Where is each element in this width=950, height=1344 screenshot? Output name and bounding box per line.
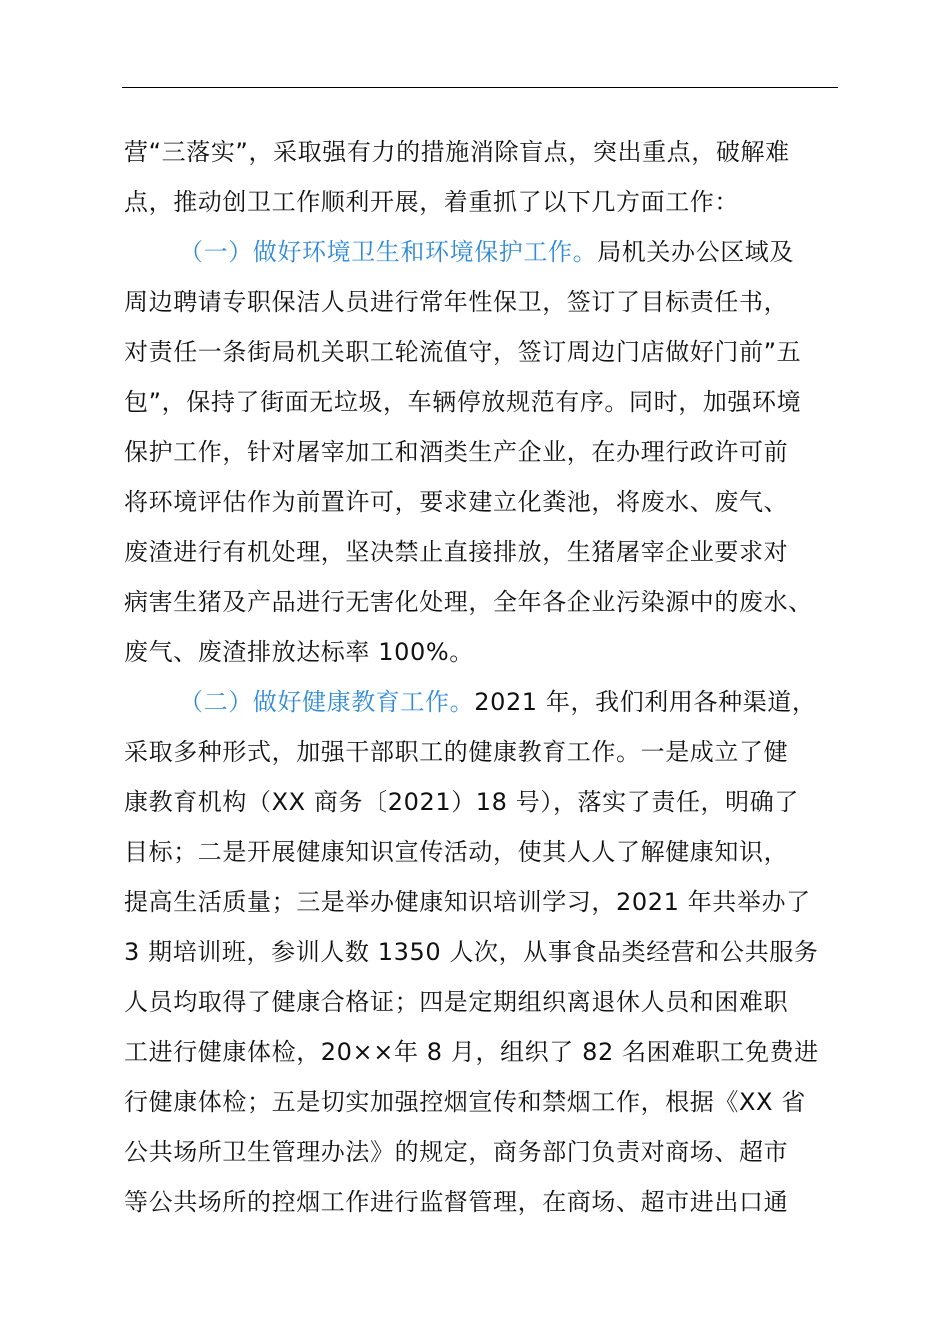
text-line: 提高生活质量；三是举办健康知识培训学习，2021 年共举办了 [124, 888, 811, 916]
text-line: 点，推动创卫工作顺利开展，着重抓了以下几方面工作： [124, 188, 739, 216]
text-line: 公共场所卫生管理办法》的规定，商务部门负责对商场、超市 [124, 1138, 789, 1166]
text-line: 保护工作，针对屠宰加工和酒类生产企业，在办理行政许可前 [124, 438, 789, 466]
text-line: 等公共场所的控烟工作进行监督管理，在商场、超市进出口通 [124, 1188, 789, 1216]
text-line: 目标；二是开展健康知识宣传活动，使其人人了解健康知识， [124, 838, 789, 866]
section-heading-1: （一）做好环境卫生和环境保护工作。 [179, 238, 598, 266]
text-line: 对责任一条街局机关职工轮流值守，签订周边门店做好门前”五 [124, 338, 802, 366]
text-line: 3 期培训班，参训人数 1350 人次，从事食品类经营和公共服务 [124, 938, 819, 966]
text-line: 人员均取得了健康合格证；四是定期组织离退休人员和困难职 [124, 988, 789, 1016]
text-line: 将环境评估作为前置许可，要求建立化粪池，将废水、废气、 [124, 488, 789, 516]
text-line: 康教育机构（XX 商务〔2021）18 号），落实了责任，明确了 [124, 788, 799, 816]
section-heading-2: （二）做好健康教育工作。 [179, 688, 475, 716]
body-text [124, 127, 840, 1227]
text-line-continuation: 2021 年，我们利用各种渠道， [474, 688, 817, 716]
text-line: 行健康体检；五是切实加强控烟宣传和禁烟工作，根据《XX 省 [124, 1088, 806, 1116]
text-line-continuation: 局机关办公区域及 [597, 238, 795, 266]
text-line: 营“三落实”，采取强有力的措施消除盲点，突出重点，破解难 [124, 138, 790, 166]
text-line: 工进行健康体检，20××年 8 月，组织了 82 名困难职工免费进 [124, 1038, 819, 1066]
header-rule [122, 87, 838, 88]
text-line: 周边聘请专职保洁人员进行常年性保卫，签订了目标责任书， [124, 288, 789, 316]
text-line: 包”，保持了街面无垃圾，车辆停放规范有序。同时，加强环境 [124, 388, 802, 416]
text-line: 病害生猪及产品进行无害化处理，全年各企业污染源中的废水、 [124, 588, 813, 616]
text-line: 废渣进行有机处理，坚决禁止直接排放，生猪屠宰企业要求对 [124, 538, 789, 566]
text-line: 废气、废渣排放达标率 100%。 [124, 638, 474, 666]
section-heading-line [124, 227, 840, 277]
section-heading-line [124, 677, 840, 727]
text-line: 采取多种形式，加强干部职工的健康教育工作。一是成立了健 [124, 738, 789, 766]
